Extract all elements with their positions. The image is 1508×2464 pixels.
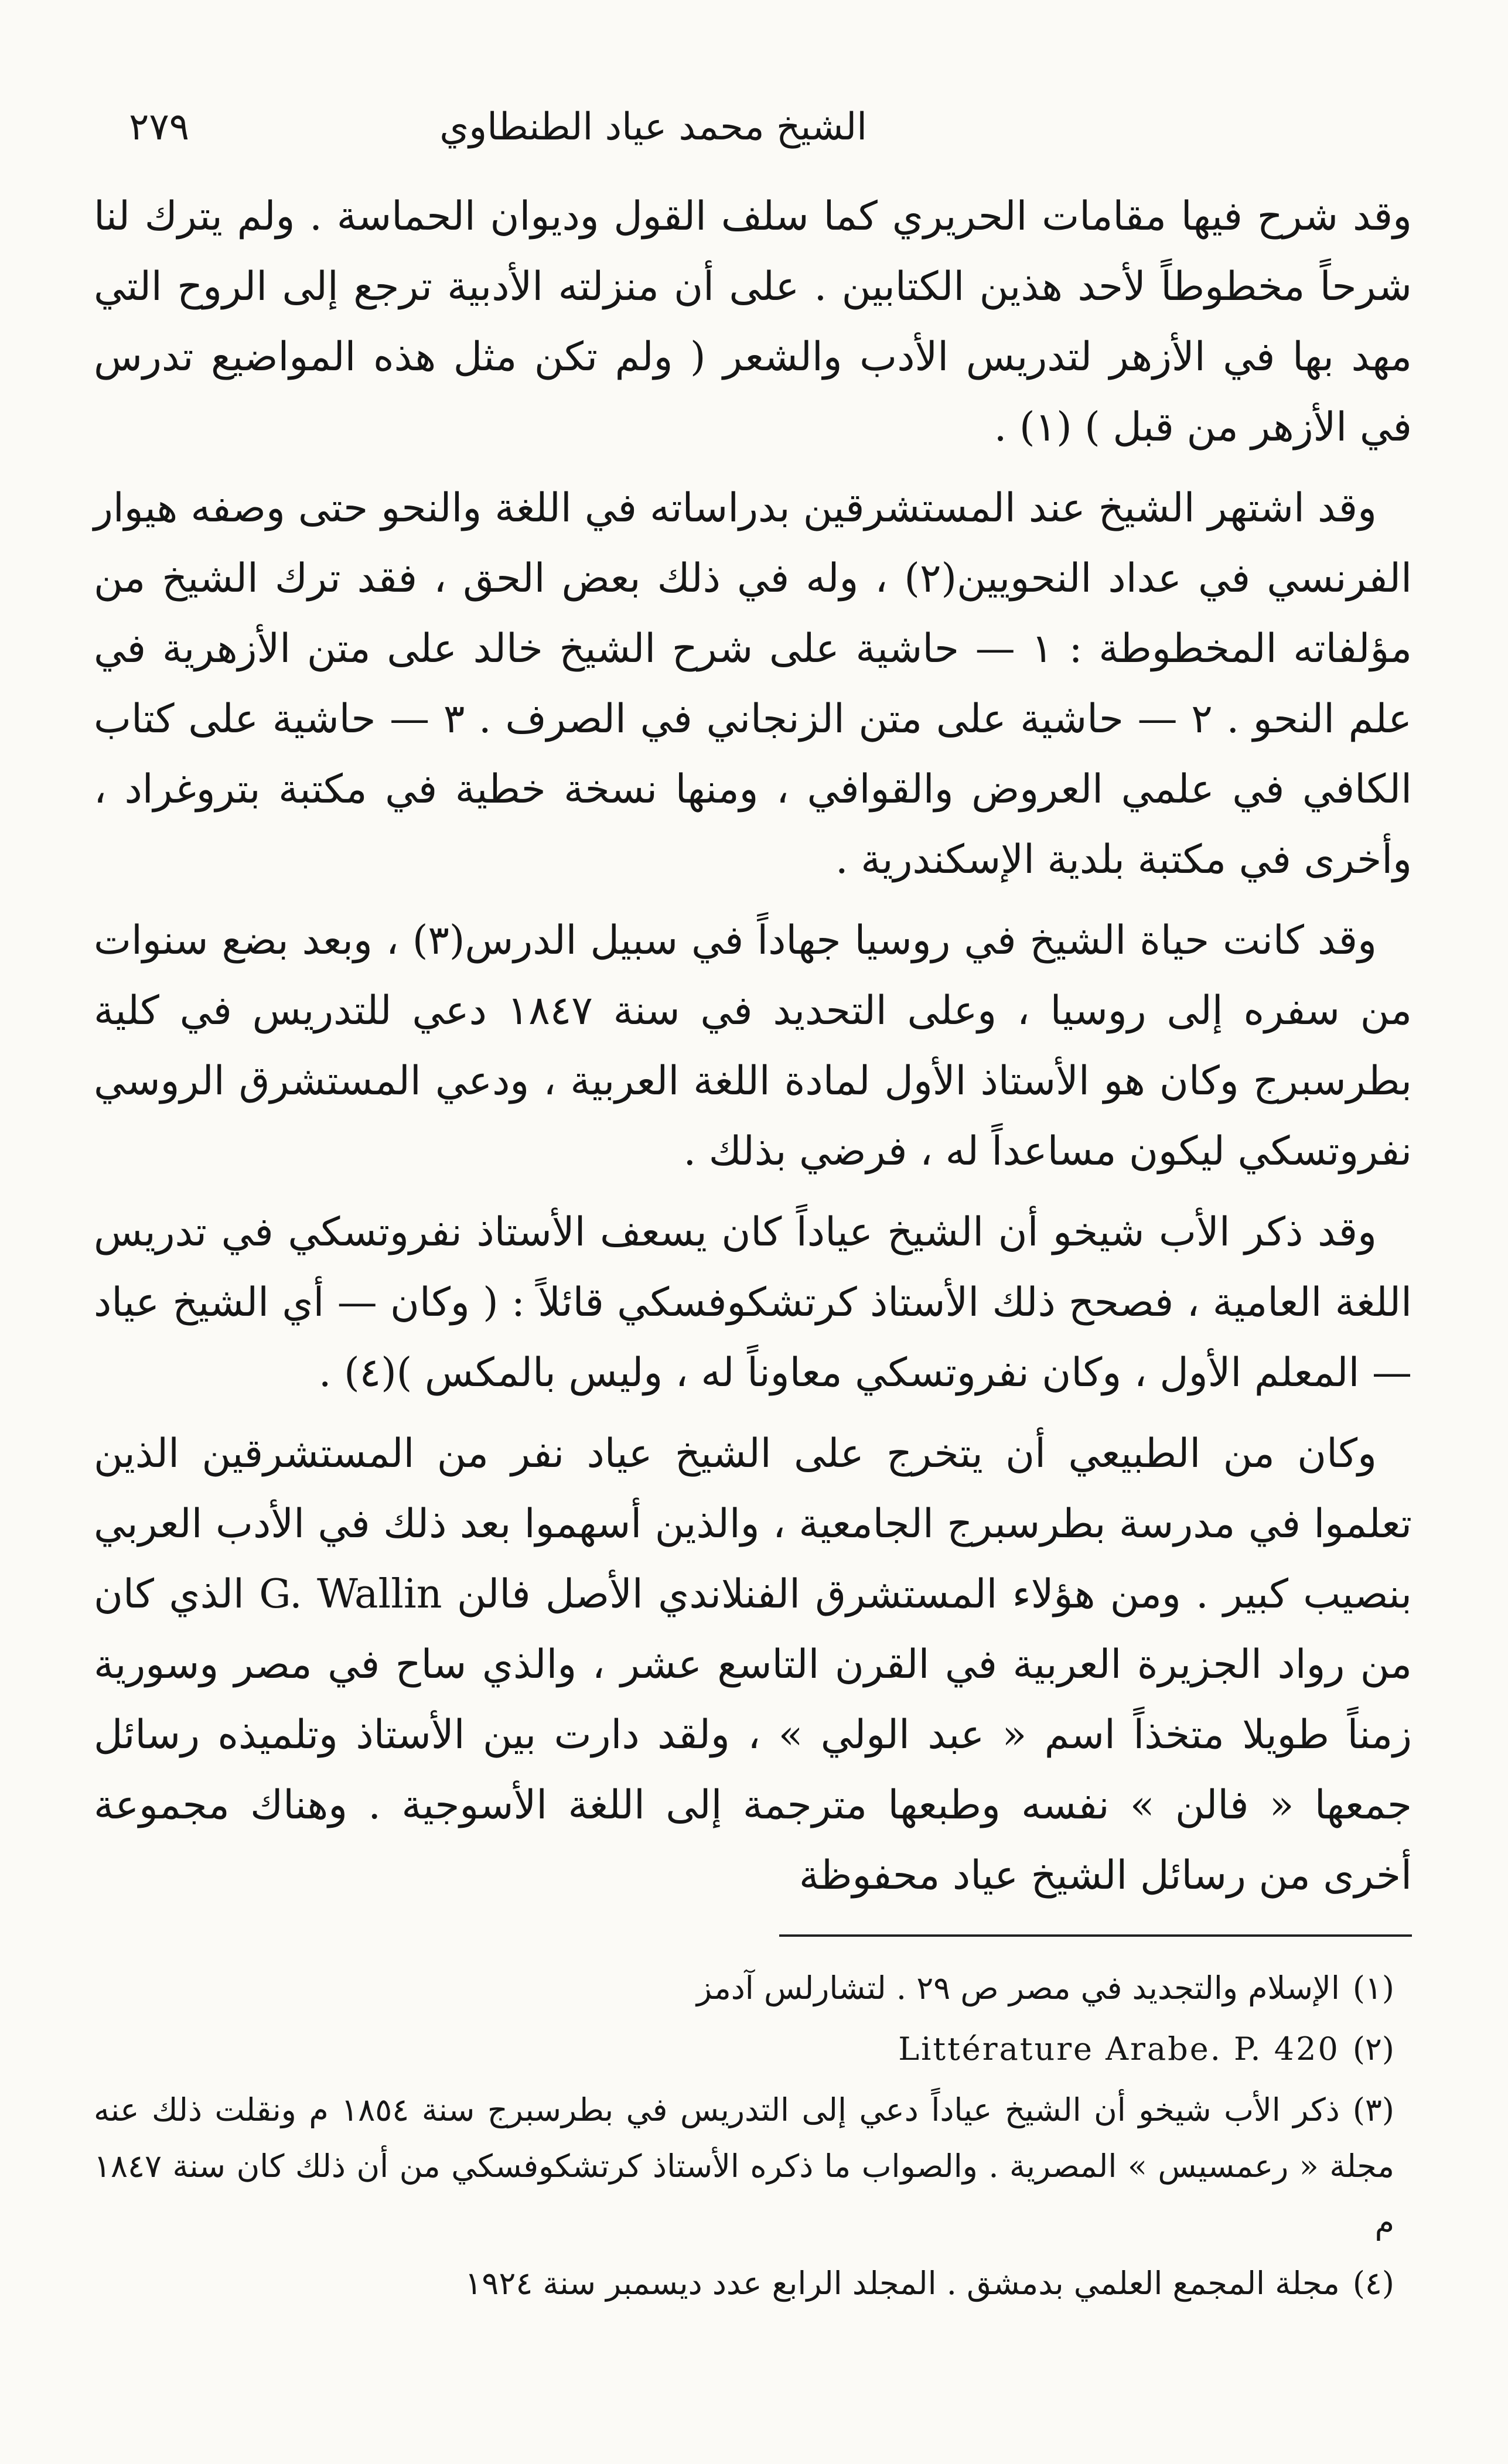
paragraph: وكان من الطبيعي أن يتخرج على الشيخ عياد نفر من المستشرقين الذين تعلموا في مدرسة بطرسبرج الجامعية ، والذين أسهموا بعد ذلك في الأدب العربي بنصيب كبير . ومن هؤلاء المستشرق الفنلاندي الأصل فالن G. Wallin الذي كان من رواد الجزيرة العربية في القرن التاسع عشر ، والذي ساح في مصر وسورية زمناً طويلا متخذاً اسم « عبد الولي » ، ولقد دارت بين الأستاذ وتلميذه رسائل جمعها « فالن » نفسه وطبعها مترجمة إلى اللغة الأسوجية . وهناك مجموعة أخرى من رسائل الشيخ عياد محفوظة bbox=[94, 1431, 1412, 1899]
footnote-mark: (١) bbox=[1352, 1970, 1394, 2006]
footnotes bbox=[94, 1960, 1394, 2312]
footnote bbox=[94, 2082, 1394, 2251]
running-title: الشيخ محمد عياد الطنطاوي bbox=[439, 105, 867, 149]
page-header bbox=[94, 88, 1412, 176]
paragraph: وقد اشتهر الشيخ عند المستشرقين بدراساته في اللغة والنحو حتى وصفه هيوار الفرنسي في عداد النحويين(٢) ، وله في ذلك بعض الحق ، فقد ترك الشيخ من مؤلفاته المخطوطة : ١ — حاشية على شرح الشيخ خالد على متن الأزهرية في علم النحو . ٢ — حاشية على متن الزنجاني في الصرف . ٣ — حاشية على كتاب الكافي في علمي العروض والقوافي ، ومنها نسخة خطية في مكتبة بتروغراد ، وأخرى في مكتبة بلدية الإسكندرية . bbox=[94, 485, 1412, 883]
footnote bbox=[94, 2255, 1394, 2312]
footnote-mark: (٣) bbox=[1352, 2091, 1394, 2128]
footnote bbox=[94, 2021, 1394, 2077]
footnote-text: Littérature Arabe. P. 420 bbox=[898, 2030, 1340, 2067]
footnote-mark: (٤) bbox=[1352, 2265, 1394, 2302]
paragraph: وقد كانت حياة الشيخ في روسيا جهاداً في سبيل الدرس(٣) ، وبعد بضع سنوات من سفره إلى روسيا ، وعلى التحديد في سنة ١٨٤٧ دعي للتدريس في كلية بطرسبرج وكان هو الأستاذ الأول لمادة اللغة العربية ، ودعي المستشرق الروسي نفروتسكي ليكون مساعداً له ، فرضي بذلك . bbox=[94, 917, 1412, 1175]
footnote-text: ذكر الأب شيخو أن الشيخ عياداً دعي إلى التدريس في بطرسبرج سنة ١٨٥٤ م ونقلت ذلك عنه مجلة « رعمسيس » المصرية . والصواب ما ذكره الأستاذ كرتشكوفسكي من أن ذلك كان سنة ١٨٤٧ م bbox=[94, 2091, 1394, 2241]
footnote-text: مجلة المجمع العلمي بدمشق . المجلد الرابع عدد ديسمبر سنة ١٩٢٤ bbox=[465, 2265, 1340, 2302]
footnote-text: الإسلام والتجديد في مصر ص ٢٩ . لتشارلس آدمز bbox=[697, 1970, 1340, 2006]
body-text bbox=[94, 182, 1412, 1911]
page-number: ٢٧٩ bbox=[129, 105, 190, 149]
book-page bbox=[94, 88, 1412, 2408]
footnote-divider bbox=[779, 1934, 1412, 1937]
paragraph: وقد ذكر الأب شيخو أن الشيخ عياداً كان يسعف الأستاذ نفروتسكي في تدريس اللغة العامية ، فصحح ذلك الأستاذ كرتشكوفسكي قائلاً : ( وكان — أي الشيخ عياد — المعلم الأول ، وكان نفروتسكي معاوناً له ، وليس بالمكس )(٤) . bbox=[94, 1209, 1412, 1396]
footnote-mark: (٢) bbox=[1352, 2030, 1394, 2067]
paragraph: وقد شرح فيها مقامات الحريري كما سلف القول وديوان الحماسة . ولم يترك لنا شرحاً مخطوطاً لأحد هذين الكتابين . على أن منزلته الأدبية ترجع إلى الروح التي مهد بها في الأزهر لتدريس الأدب والشعر ( ولم تكن مثل هذه المواضيع تدرس في الأزهر من قبل ) (١) . bbox=[94, 193, 1412, 451]
footnote bbox=[94, 1960, 1394, 2016]
